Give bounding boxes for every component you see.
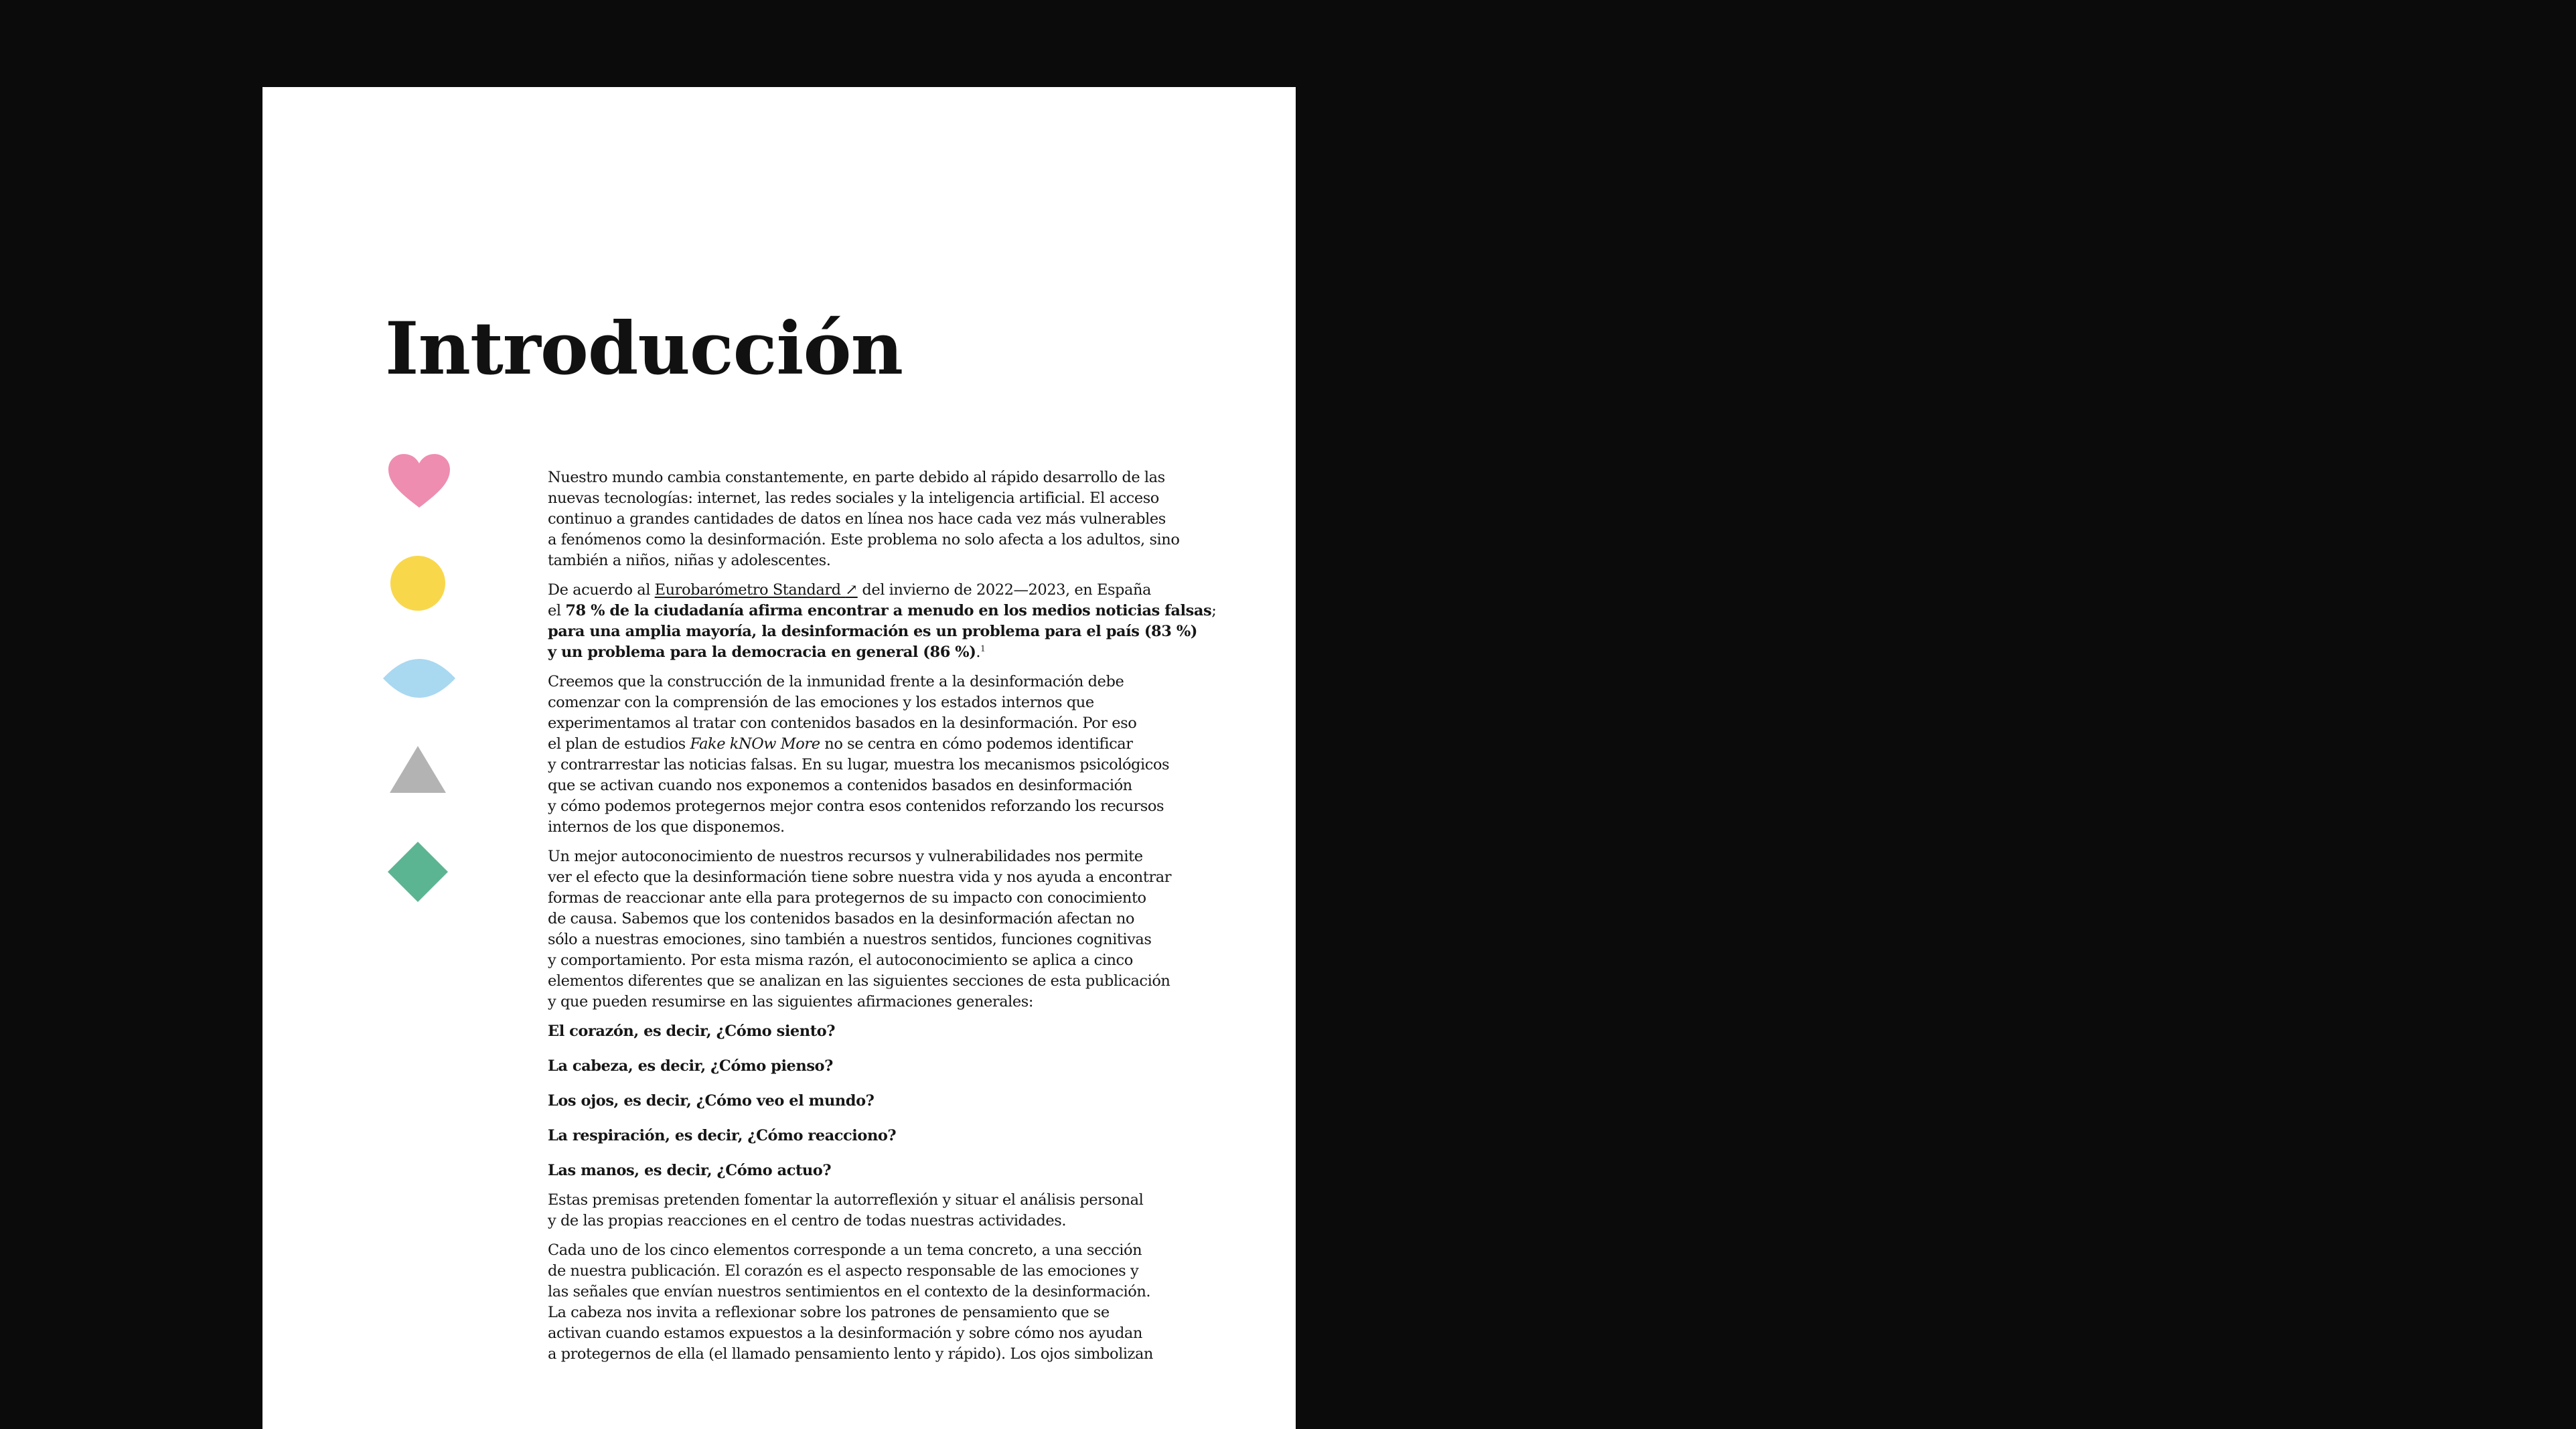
page-title: Introducción	[385, 307, 903, 391]
diamond-icon	[388, 842, 448, 902]
circle-icon	[390, 555, 446, 611]
heart-icon	[388, 454, 450, 509]
paragraph-eurobarometer: De acuerdo al Eurobarómetro Standard ↗ del invierno de 2022—2023, en España el 78 % de la ciudadanía afirma encontrar a menudo en los medios noticias falsas; para una amplia mayoría, la desinformación es un problema para el país (83 %) y un problema para la democracia en general (86 %).$^1$	[548, 581, 1217, 661]
question-eyes: Los ojos, es decir, ¿Cómo veo el mundo?	[548, 1092, 875, 1110]
eye-icon	[383, 656, 455, 700]
paragraph-elements: Cada uno de los cinco elementos corresponde a un tema concreto, a una sección de nuestra publicación. El corazón es el aspecto responsable de las emociones y las señales que envían nuestros sentimientos en el contexto de la desinformación. La cabeza nos invita a reflexionar sobre los patrones de pensamiento que se activan cuando estamos expuestos a la desinformación y sobre cómo nos ayudan a protegernos de ella (el llamado pensamiento lento y rápido). Los ojos simbolizan	[548, 1242, 1153, 1363]
eurobarometro-link[interactable]: Eurobarómetro Standard ↗	[654, 581, 858, 599]
paragraph-self-knowledge: Un mejor autoconocimiento de nuestros recursos y vulnerabilidades nos permite ver el efecto que la desinformación tiene sobre nuestra vida y nos ayuda a encontrar formas de reaccionar ante ella para protegernos de su impacto con conocimiento de causa. Sabemos que los contenidos basados en la desinformación afectan no sólo a nuestras emociones, sino también a nuestros sentidos, funciones cognitivas y comportamiento. Por esta misma razón, el autoconocimiento se aplica a cinco elementos diferentes que se analizan en las siguientes secciones de esta publicación y que pueden resumirse en las siguientes afirmaciones generales:	[548, 848, 1172, 1010]
body-text	[548, 467, 1217, 1373]
question-breath: La respiración, es decir, ¿Cómo reacciono?	[548, 1127, 897, 1144]
paragraph-premises: Estas premisas pretenden fomentar la autorreflexión y situar el análisis personal y de las propias reacciones en el centro de todas nuestras actividades.	[548, 1191, 1144, 1229]
paragraph-immunity: Creemos que la construcción de la inmunidad frente a la desinformación debe comenzar con la comprensión de las emociones y los estados internos que experimentamos al tratar con contenidos basados en la desinformación. Por eso el plan de estudios Fake kNOw More no se centra en cómo podemos identificar y contrarrestar las noticias falsas. En su lugar, muestra los mecanismos psicológicos que se activan cuando nos exponemos a contenidos basados en desinformación y cómo podemos protegernos mejor contra esos contenidos reforzando los recursos internos de los que disponemos.	[548, 673, 1170, 836]
document-page	[262, 87, 1296, 1429]
paragraph-intro: Nuestro mundo cambia constantemente, en parte debido al rápido desarrollo de las nuevas tecnologías: internet, las redes sociales y la inteligencia artificial. El acceso continuo a grandes cantidades de datos en línea nos hace cada vez más vulnerables a fenómenos como la desinformación. Este problema no solo afecta a los adultos, sino también a niños, niñas y adolescentes.	[548, 469, 1180, 569]
footnote-marker[interactable]: 1	[980, 644, 986, 654]
triangle-icon	[390, 746, 446, 793]
question-head: La cabeza, es decir, ¿Cómo pienso?	[548, 1057, 833, 1075]
question-heart: El corazón, es decir, ¿Cómo siento?	[548, 1023, 835, 1040]
external-link-icon: ↗	[845, 581, 858, 599]
question-hands: Las manos, es decir, ¿Cómo actuo?	[548, 1162, 832, 1179]
